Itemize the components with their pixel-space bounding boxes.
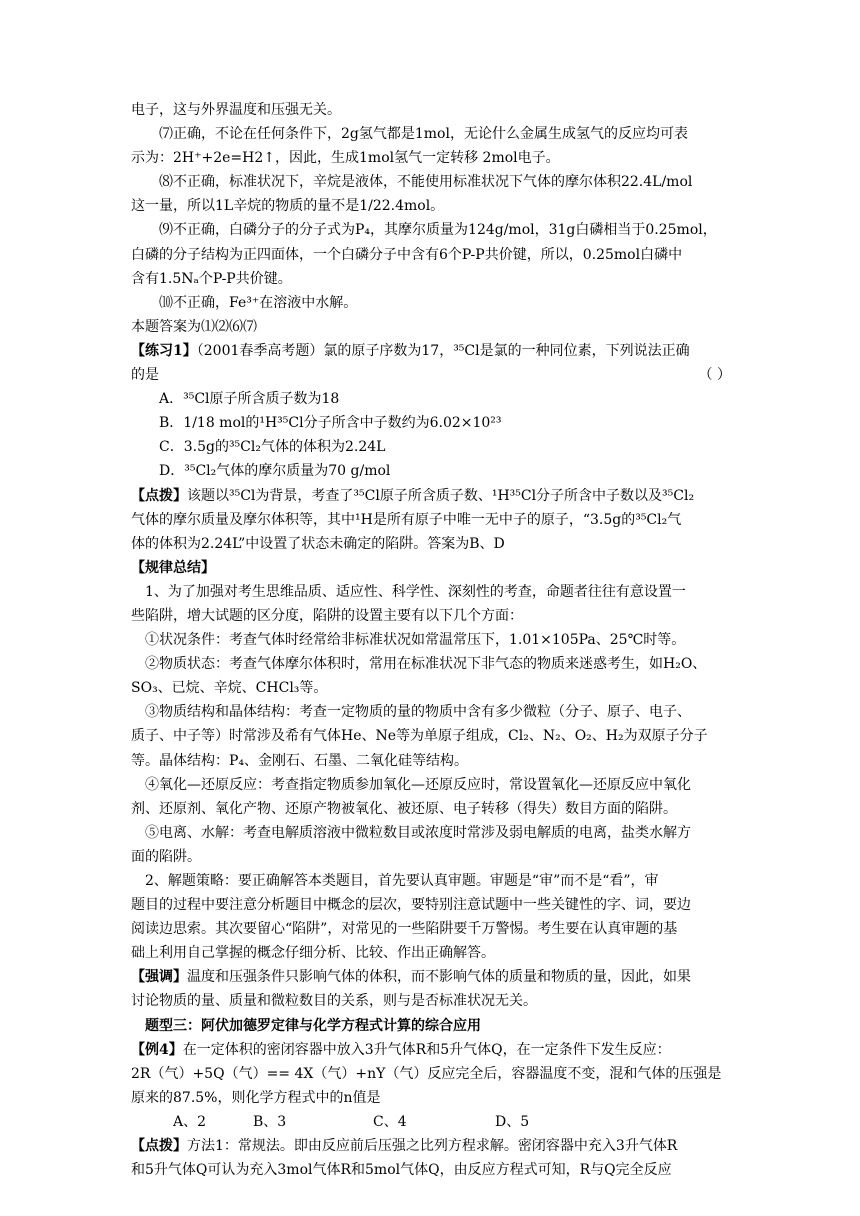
text-line: ④氧化—还原反应：考查指定物质参加氧化—还原反应时，常设置氧化—还原反应中氧化	[145, 776, 691, 793]
text-line: 本题答案为⑴⑵⑹⑺	[131, 318, 257, 335]
choice-c: C、4	[373, 1113, 407, 1130]
text-line: ⑻不正确，标准状况下，辛烷是液体，不能使用标准状况下气体的摩尔体积22.4L/mol	[159, 174, 693, 191]
text-line: ⑤电离、水解：考查电解质溶液中微粒数目或浓度时常涉及弱电解质的电离，盐类水解方	[145, 824, 691, 841]
section-tag: 【强调】	[131, 969, 187, 986]
hint-paragraph	[131, 1134, 731, 1158]
text-line: ③物质结构和晶体结构：考查一定物质的量的物质中含有多少微粒（分子、原子、电子、	[145, 704, 691, 721]
text-line: 2、解题策略：要正确解答本类题目，首先要认真审题。审题是“审”而不是“看”，审	[145, 873, 659, 889]
text-line: 气体的摩尔质量及摩尔体积等，其中¹H是所有原子中唯一无中子的原子，“3.5g的³⁵Cl₂气	[131, 511, 682, 528]
text-line: 质子、中子等）时常涉及希有气体He、Ne等为单原子组成，Cl₂、N₂、O₂、H₂为双原子分子	[131, 728, 708, 745]
option-c: C．3.5g的³⁵Cl₂气体的体积为2.24L	[159, 439, 386, 456]
text-line: 阅读边思索。其次要留心“陷阱”，对常见的一些陷阱要千万警惕。考生要在认真审题的基	[131, 921, 678, 938]
text-span: （2001春季高考题）氯的原子序数为17，³⁵Cl是氯的一种同位素，下列说法正确	[196, 342, 690, 359]
document-page	[131, 98, 731, 1182]
text-line	[131, 363, 731, 387]
option-d: D．³⁵Cl₂气体的摩尔质量为70 g/mol	[159, 463, 391, 480]
text-line: 含有1.5Nₐ个P-P共价键。	[131, 270, 292, 287]
section-tag: 【例4】	[131, 1041, 183, 1058]
emphasis-paragraph	[131, 965, 731, 989]
text-span: 的是	[131, 367, 159, 384]
text-line: ②物质状态：考查气体摩尔体积时，常用在标准状况下非气态的物质来迷惑考生，如H₂O、	[145, 656, 707, 673]
text-line: 题目的过程中要注意分析题目中概念的层次，要特别注意试题中一些关键性的字、词，要边	[131, 897, 691, 914]
text-line: 等。晶体结构：P₄、金刚石、石墨、二氧化硅等结构。	[131, 752, 469, 769]
text-line: SO₃、已烷、辛烷、CHCl₃等。	[131, 680, 328, 697]
text-line: 示为：2H⁺+2e=H2↑，因此，生成1mol氢气一定转移 2mol电子。	[131, 150, 560, 167]
section-tag: 【点拨】	[131, 1138, 187, 1155]
text-line: 白磷的分子结构为正四面体，一个白磷分子中含有6个P-P共价键，所以，0.25mol白磷中	[131, 246, 683, 263]
text-line: 电子，这与外界温度和压强无关。	[131, 102, 341, 118]
text-span: 方法1：常规法。即由反应前后压强之比列方程求解。密闭容器中充入3升气体R	[187, 1138, 678, 1155]
text-line: 这一量，所以1L辛烷的物质的量不是1/22.4mol。	[131, 198, 445, 215]
choice-d: D、5	[495, 1113, 530, 1130]
text-span: 温度和压强条件只影响气体的体积，而不影响气体的质量和物质的量，因此，如果	[187, 969, 691, 986]
text-line: 1、为了加强对考生思维品质、适应性、科学性、深刻性的考查，命题者往往有意设置一	[145, 583, 686, 600]
text-line: 面的陷阱。	[131, 848, 201, 865]
example-4-stem	[131, 1038, 731, 1062]
exercise-1-stem	[131, 339, 731, 363]
text-line: ①状况条件：考查气体时经常给非标准状况如常温常压下，1.01×105Pa、25℃时等。	[145, 632, 686, 649]
hint-paragraph	[131, 484, 731, 508]
choice-b: B、3	[253, 1113, 287, 1130]
text-line: 剂、还原剂、氧化产物、还原产物被氧化、被还原、电子转移（得失）数目方面的陷阱。	[131, 800, 677, 817]
section-heading: 【规律总结】	[131, 559, 215, 576]
text-line: 些陷阱，增大试题的区分度，陷阱的设置主要有以下几个方面：	[131, 607, 523, 624]
text-line: 础上利用自己掌握的概念仔细分析、比较、作出正确解答。	[131, 945, 495, 962]
text-line: ⑺正确，不论在任何条件下，2g氢气都是1mol，无论什么金属生成氢气的反应均可表	[159, 126, 688, 143]
choice-a: A、2	[173, 1113, 207, 1130]
text-span: 该题以³⁵Cl为背景，考查了³⁵Cl原子所含质子数、¹H³⁵Cl分子所含中子数以及³⁵Cl₂	[187, 487, 695, 504]
text-line: 和5升气体Q可认为充入3mol气体R和5mol气体Q，由反应方程式可知，R与Q完全反应	[131, 1162, 672, 1179]
text-line: ⑼不正确，白磷分子的分子式为P₄，其摩尔质量为124g/mol，31g白磷相当于0.25mol，	[159, 222, 717, 239]
text-line: ⑽不正确，Fe³⁺在溶液中水解。	[159, 294, 358, 311]
option-b: B．1/18 mol的¹H³⁵Cl分子所含中子数约为6.02×10²³	[159, 415, 502, 432]
section-tag: 【练习1】	[131, 342, 197, 359]
text-line: 体的体积为2.24L”中设置了状态未确定的陷阱。答案为B、D	[131, 535, 505, 552]
answer-blank: （ ）	[698, 367, 731, 384]
text-line: 讨论物质的量、质量和微粒数目的关系，则与是否标准状况无关。	[131, 993, 537, 1010]
text-line: 2R（气）+5Q（气）== 4X（气）+nY（气）反应完全后，容器温度不变，混和气体的压强是	[131, 1065, 722, 1082]
section-heading: 题型三：阿伏加德罗定律与化学方程式计算的综合应用	[145, 1017, 481, 1034]
text-span: 在一定体积的密闭容器中放入3升气体R和5升气体Q，在一定条件下发生反应：	[182, 1041, 671, 1058]
option-a: A．³⁵Cl原子所含质子数为18	[159, 391, 340, 408]
section-tag: 【点拨】	[131, 487, 187, 504]
answer-choices	[131, 1110, 731, 1134]
text-line: 原来的87.5%，则化学方程式中的n值是	[131, 1089, 381, 1106]
